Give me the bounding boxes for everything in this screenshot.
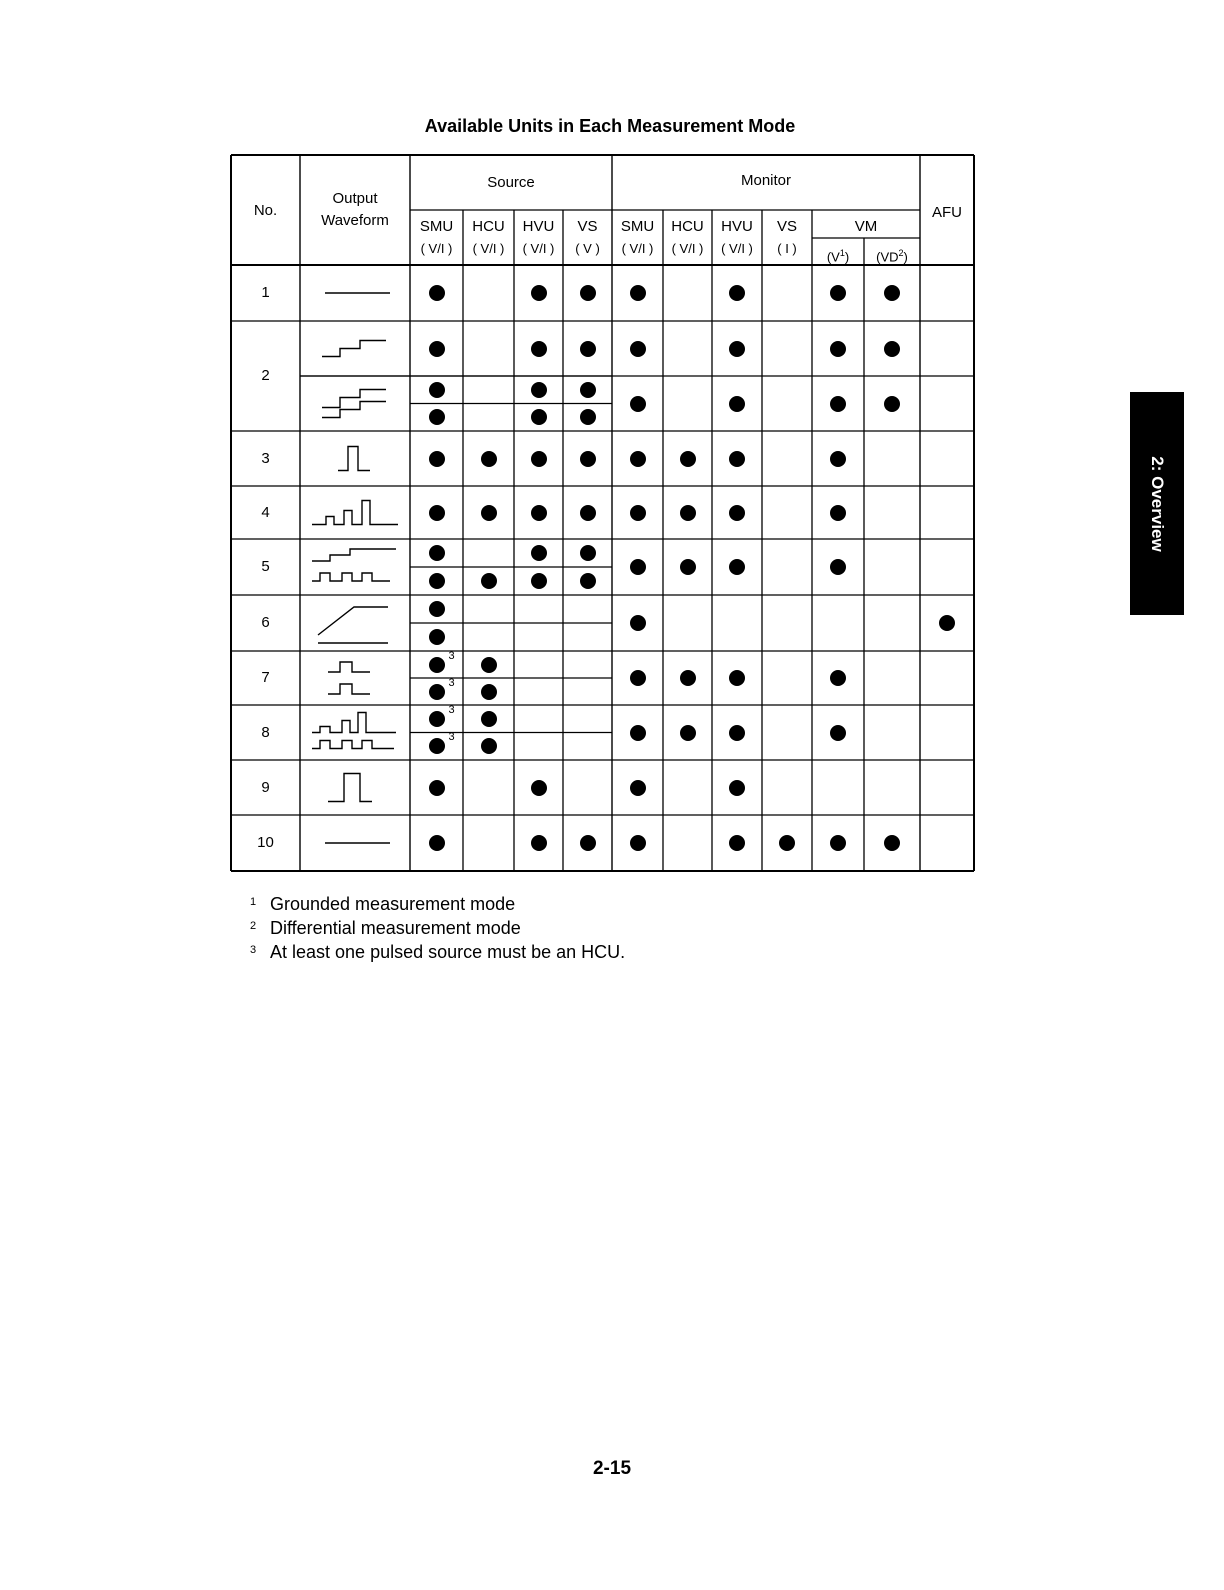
availability-dot xyxy=(630,835,646,851)
availability-dot xyxy=(429,835,445,851)
availability-dot xyxy=(429,285,445,301)
row-number: 2 xyxy=(261,367,270,384)
unit-sub-header: ( V/I ) xyxy=(420,241,453,256)
availability-dot xyxy=(729,725,745,741)
availability-dot xyxy=(630,341,646,357)
availability-dot xyxy=(580,341,596,357)
double-staircase-icon xyxy=(322,402,386,418)
dual-pulse-train-icon xyxy=(312,741,394,749)
double-staircase-icon xyxy=(322,390,386,408)
staircase-pulse-icon xyxy=(312,549,396,561)
single-pulse-icon xyxy=(338,447,370,471)
availability-dot xyxy=(580,835,596,851)
vm-header: VM xyxy=(854,218,878,235)
unit-header: VS xyxy=(776,218,798,235)
footnote-3-marker: 3 xyxy=(448,731,455,744)
unit-sub-header: ( V/I ) xyxy=(472,241,505,256)
availability-dot xyxy=(429,629,445,645)
unit-header: HCU xyxy=(671,218,704,235)
row-number: 5 xyxy=(261,558,270,575)
availability-dot xyxy=(481,684,497,700)
availability-dot xyxy=(779,835,795,851)
availability-dot xyxy=(429,780,445,796)
availability-dot xyxy=(729,505,745,521)
availability-dot xyxy=(729,285,745,301)
unit-header: HCU xyxy=(472,218,505,235)
unit-sub-header: ( V ) xyxy=(575,241,600,256)
availability-dot xyxy=(680,505,696,521)
availability-dot xyxy=(630,780,646,796)
availability-dot xyxy=(830,341,846,357)
dual-pulse-train-icon xyxy=(312,713,396,733)
footnote-3-marker: 3 xyxy=(448,703,455,716)
section-tab-label: 2: Overview xyxy=(1148,455,1167,552)
availability-dot xyxy=(884,396,900,412)
availability-dot xyxy=(830,285,846,301)
availability-dot xyxy=(630,285,646,301)
unit-sub-header: ( I ) xyxy=(777,241,797,256)
availability-dot xyxy=(729,835,745,851)
availability-dot xyxy=(729,396,745,412)
availability-dot xyxy=(630,615,646,631)
table-title: Available Units in Each Measurement Mode xyxy=(424,116,796,136)
unit-header: VS xyxy=(577,218,598,235)
staircase-icon xyxy=(322,341,386,357)
availability-dot xyxy=(481,505,497,521)
availability-dot xyxy=(729,780,745,796)
unit-sub-header: ( V/I ) xyxy=(621,241,654,256)
availability-dot xyxy=(729,451,745,467)
availability-dot xyxy=(630,396,646,412)
availability-dot xyxy=(429,409,445,425)
monitor-header: Monitor xyxy=(740,172,792,189)
availability-dot xyxy=(680,725,696,741)
output-waveform-header: Output xyxy=(332,190,378,207)
availability-dot xyxy=(939,615,955,631)
dual-pulse-icon xyxy=(328,684,370,694)
availability-dot xyxy=(580,409,596,425)
unit-header: SMU xyxy=(419,218,454,235)
availability-dot xyxy=(531,341,547,357)
availability-dot xyxy=(531,409,547,425)
availability-dot xyxy=(531,545,547,561)
availability-dot xyxy=(580,285,596,301)
availability-dot xyxy=(531,285,547,301)
no-header: No. xyxy=(253,202,278,219)
availability-dot xyxy=(729,559,745,575)
dual-pulse-icon xyxy=(328,662,370,672)
unit-header: HVU xyxy=(721,218,753,235)
row-number: 9 xyxy=(261,778,270,796)
availability-dot xyxy=(531,573,547,589)
row-number: 4 xyxy=(261,503,270,521)
availability-dot xyxy=(830,451,846,467)
footnotes xyxy=(250,892,625,964)
pulse-train-icon xyxy=(312,501,398,525)
availability-dot xyxy=(884,341,900,357)
unit-header: SMU xyxy=(620,218,655,235)
unit-sub-header: ( V/I ) xyxy=(522,241,555,256)
availability-dot xyxy=(481,573,497,589)
output-waveform-header: Waveform xyxy=(321,212,389,229)
availability-dot xyxy=(531,835,547,851)
availability-dot xyxy=(580,451,596,467)
availability-dot xyxy=(481,451,497,467)
availability-dot xyxy=(884,835,900,851)
availability-dot xyxy=(531,505,547,521)
availability-dot xyxy=(630,725,646,741)
afu-header: AFU xyxy=(932,204,962,221)
availability-dot xyxy=(630,670,646,686)
availability-dot xyxy=(429,738,445,754)
wide-pulse-icon xyxy=(328,774,372,802)
availability-dot xyxy=(481,711,497,727)
page-number: 2-15 xyxy=(592,1458,632,1479)
availability-dot xyxy=(429,545,445,561)
footnote-3: 3 At least one pulsed source must be an HCU. xyxy=(250,942,626,962)
availability-dot xyxy=(830,396,846,412)
availability-dot xyxy=(531,451,547,467)
availability-dot xyxy=(429,505,445,521)
availability-dot xyxy=(580,545,596,561)
vm-differential-header: $(VD^2)$ xyxy=(876,248,908,265)
availability-dot xyxy=(830,725,846,741)
footnote-1: 1 Grounded measurement mode xyxy=(250,894,516,914)
availability-dot xyxy=(531,780,547,796)
availability-dot xyxy=(884,285,900,301)
availability-dot xyxy=(630,559,646,575)
availability-dot xyxy=(429,573,445,589)
source-header: Source xyxy=(487,174,535,191)
availability-dot xyxy=(680,559,696,575)
availability-dot xyxy=(429,451,445,467)
availability-dot xyxy=(580,382,596,398)
availability-dot xyxy=(729,670,745,686)
availability-dot xyxy=(429,382,445,398)
availability-dot xyxy=(830,835,846,851)
availability-dot xyxy=(680,451,696,467)
row-number: 3 xyxy=(261,449,270,467)
section-tab[interactable] xyxy=(1130,392,1184,615)
row-number: 6 xyxy=(261,614,270,631)
availability-dot xyxy=(481,738,497,754)
unit-sub-header: ( V/I ) xyxy=(721,241,753,256)
availability-dot xyxy=(429,711,445,727)
row-number: 7 xyxy=(261,669,270,686)
footnote-2: 2 Differential measurement mode xyxy=(250,918,521,938)
availability-dot xyxy=(429,684,445,700)
ramp-icon xyxy=(318,607,388,635)
staircase-pulse-icon xyxy=(312,573,390,581)
availability-dot xyxy=(630,451,646,467)
footnote-3-marker: 3 xyxy=(448,649,455,662)
unit-sub-header: ( V/I ) xyxy=(671,241,704,256)
footnote-3-marker: 3 xyxy=(448,676,455,689)
availability-dot xyxy=(830,670,846,686)
availability-dot xyxy=(680,670,696,686)
availability-dot xyxy=(429,601,445,617)
availability-dot xyxy=(429,657,445,673)
availability-dot xyxy=(531,382,547,398)
vm-grounded-header: $(V^1)$ xyxy=(826,248,850,265)
availability-dot xyxy=(630,505,646,521)
unit-header: HVU xyxy=(522,218,555,235)
row-number: 8 xyxy=(261,723,270,741)
availability-dot xyxy=(729,341,745,357)
row-number: 1 xyxy=(261,284,270,301)
availability-dot xyxy=(580,505,596,521)
availability-dot xyxy=(830,505,846,521)
availability-dot xyxy=(580,573,596,589)
row-number: 10 xyxy=(257,834,274,851)
availability-dot xyxy=(481,657,497,673)
availability-dot xyxy=(429,341,445,357)
availability-dot xyxy=(830,559,846,575)
